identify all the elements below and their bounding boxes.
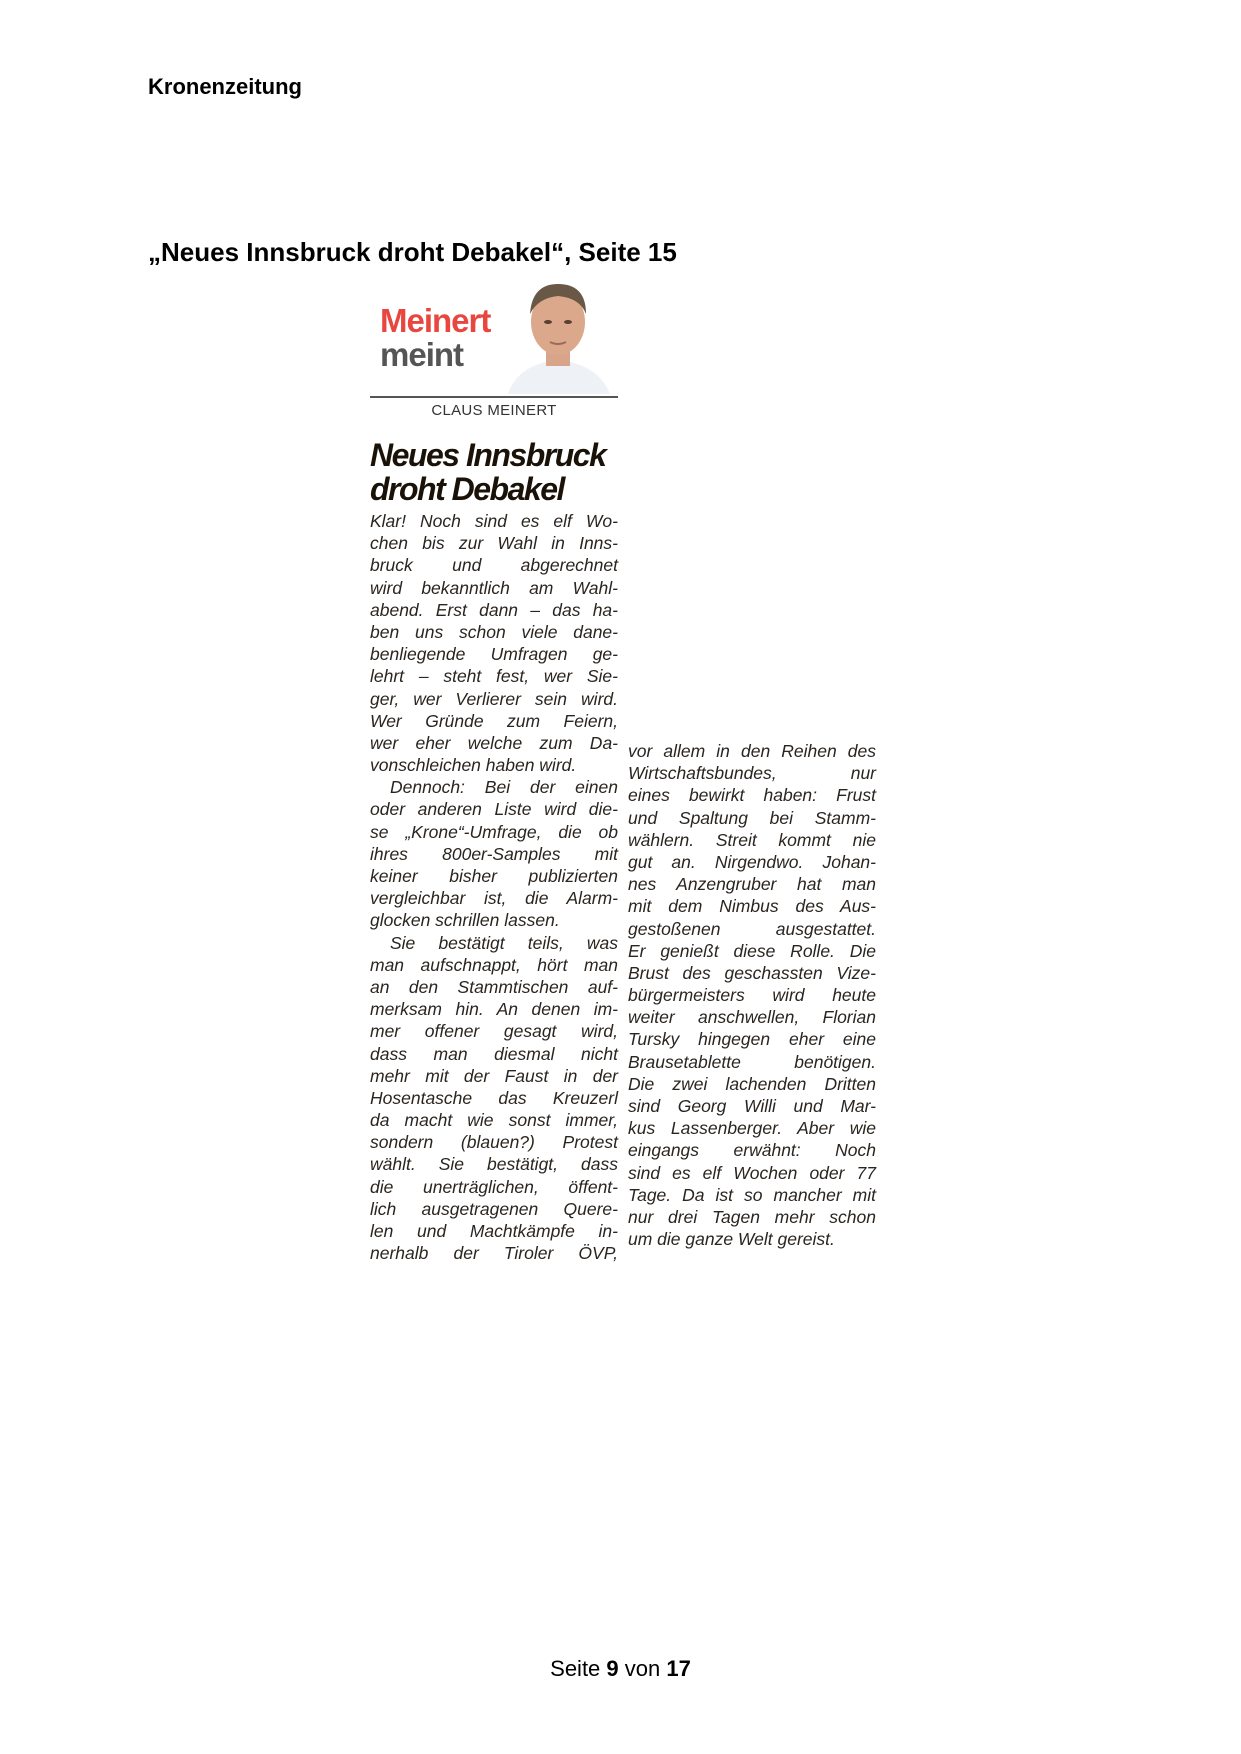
- text-line: Brausetablette benötigen.: [628, 1051, 876, 1072]
- headline-line: droht Debakel: [370, 471, 564, 507]
- text-line: Die zwei lachenden Dritten: [628, 1073, 876, 1094]
- footer-middle: von: [618, 1656, 667, 1681]
- reference-title: „Neues Innsbruck droht Debakel“, Seite 15: [148, 237, 677, 267]
- text-line: sind Georg Willi und Mar-: [628, 1096, 876, 1116]
- text-line: ihres 800er-Samples mit: [370, 843, 618, 864]
- headline-line: Neues Innsbruck: [370, 437, 606, 473]
- text-line: Wirtschaftsbundes, nur: [628, 763, 876, 784]
- column-logo: [370, 272, 618, 398]
- text-line: nes Anzengruber hat man: [628, 874, 876, 895]
- text-line: chen bis zur Wahl in Inns-: [370, 533, 618, 554]
- text-line: Klar! Noch sind es elf Wo-: [370, 511, 618, 531]
- text-line: eingangs erwähnt: Noch: [628, 1140, 876, 1161]
- article-column-left: [370, 510, 618, 1264]
- text-line: sondern (blauen?) Protest: [370, 1132, 618, 1153]
- text-line: wählt. Sie bestätigt, dass: [370, 1154, 618, 1175]
- text-line: sind es elf Wochen oder 77: [628, 1162, 876, 1183]
- text-line: und Spaltung bei Stamm-: [628, 807, 876, 828]
- article-column-right: [628, 740, 876, 1250]
- current-page: 9: [606, 1656, 619, 1681]
- text-line: Wer Gründe zum Feiern,: [370, 710, 618, 731]
- text-line: kus Lassenberger. Aber wie: [628, 1118, 876, 1139]
- text-line: keiner bisher publizierten: [370, 866, 618, 886]
- text-line: wer eher welche zum Da-: [370, 732, 618, 753]
- page-footer: [0, 1656, 1241, 1682]
- text-line: nur drei Tagen mehr schon: [628, 1206, 876, 1227]
- author-photo: [498, 272, 618, 394]
- text-line: nerhalb der Tiroler ÖVP,: [370, 1243, 618, 1264]
- text-line: Hosentasche das Kreuzerl: [370, 1087, 618, 1108]
- text-line: se „Krone“-Umfrage, die ob: [370, 821, 618, 842]
- text-line: die unerträglichen, öffent-: [370, 1176, 618, 1197]
- text-line: mer offener gesagt wird,: [370, 1021, 618, 1042]
- text-line: ger, wer Verlierer sein wird.: [370, 688, 618, 709]
- text-line: benliegende Umfragen ge-: [370, 644, 618, 665]
- text-line: vor allem in den Reihen des: [628, 741, 876, 761]
- text-line: abend. Erst dann – das ha-: [370, 599, 618, 620]
- text-line: dass man diesmal nicht: [370, 1043, 618, 1064]
- text-line: Er genießt diese Rolle. Die: [628, 940, 876, 961]
- text-line: Dennoch: Bei der einen: [390, 777, 618, 798]
- text-line: gestoßenen ausgestattet.: [628, 918, 876, 939]
- total-pages: 17: [666, 1656, 691, 1681]
- footer-prefix: Seite: [550, 1656, 607, 1681]
- text-line: oder anderen Liste wird die-: [370, 799, 618, 820]
- text-line: lich ausgetragenen Quere-: [370, 1198, 618, 1219]
- text-line: weiter anschwellen, Florian: [628, 1007, 876, 1028]
- text-line: Brust des geschassten Vize-: [628, 962, 876, 983]
- text-line: da macht wie sonst immer,: [370, 1110, 618, 1131]
- text-line: Tursky hingegen eher eine: [628, 1029, 876, 1050]
- text-line: vergleichbar ist, die Alarm-: [370, 888, 618, 909]
- text-line: an den Stammtischen auf-: [370, 976, 618, 997]
- author-name: CLAUS MEINERT: [431, 402, 557, 419]
- text-line: glocken schrillen lassen.: [370, 910, 560, 931]
- logo-text-grey: meint: [380, 336, 464, 373]
- text-line: bruck und abgerechnet: [370, 555, 618, 576]
- source-label: Kronenzeitung: [148, 74, 302, 99]
- article-headline: [370, 438, 605, 506]
- text-line: lehrt – steht fest, wer Sie-: [370, 666, 618, 687]
- text-line: um die ganze Welt gereist.: [628, 1229, 835, 1250]
- text-line: gut an. Nirgendwo. Johan-: [628, 851, 876, 872]
- text-line: ben uns schon viele dane-: [370, 621, 618, 642]
- text-line: len und Machtkämpfe in-: [370, 1221, 618, 1241]
- text-line: wird bekanntlich am Wahl-: [370, 577, 618, 598]
- text-line: Sie bestätigt teils, was: [390, 932, 618, 953]
- text-line: merksam hin. An denen im-: [370, 999, 618, 1020]
- text-line: mehr mit der Faust in der: [370, 1065, 618, 1086]
- text-line: wählern. Streit kommt nie: [628, 829, 876, 850]
- newspaper-clipping: [370, 272, 876, 1264]
- text-line: Tage. Da ist so mancher mit: [628, 1184, 876, 1205]
- text-line: vonschleichen haben wird.: [370, 755, 577, 776]
- text-line: man aufschnappt, hört man: [370, 954, 618, 975]
- text-line: eines bewirkt haben: Frust: [628, 785, 876, 806]
- logo-text-red: Meinert: [380, 302, 491, 339]
- text-line: bürgermeisters wird heute: [628, 985, 876, 1006]
- text-line: mit dem Nimbus des Aus-: [628, 896, 876, 917]
